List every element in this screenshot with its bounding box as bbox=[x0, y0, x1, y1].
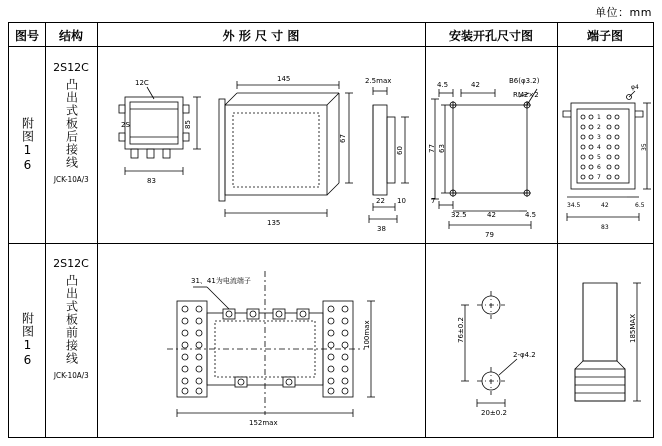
row-2-id-label: 附图16 bbox=[20, 312, 35, 368]
svg-text:B6(φ3.2): B6(φ3.2) bbox=[509, 77, 540, 85]
svg-text:2S: 2S bbox=[121, 121, 130, 129]
svg-text:20±0.2: 20±0.2 bbox=[481, 409, 507, 417]
svg-text:2-φ4.2: 2-φ4.2 bbox=[513, 351, 536, 359]
row-1-id-label: 附图16 bbox=[20, 117, 35, 173]
row-1-outline-drawing bbox=[97, 47, 425, 243]
svg-text:67: 67 bbox=[339, 134, 347, 143]
svg-text:5: 5 bbox=[597, 154, 601, 161]
row-2-outline-drawing bbox=[97, 243, 425, 437]
svg-text:12C: 12C bbox=[135, 79, 149, 87]
svg-text:32.5: 32.5 bbox=[451, 211, 467, 219]
svg-text:79: 79 bbox=[485, 231, 494, 239]
svg-text:152max: 152max bbox=[249, 419, 278, 427]
row-1-structure bbox=[45, 47, 97, 243]
row-1-structure-label: 凸出式板后接线 bbox=[64, 78, 79, 169]
row-2-structure-label: 凸出式板前接线 bbox=[64, 274, 79, 365]
svg-text:3: 3 bbox=[597, 134, 601, 141]
svg-text:42: 42 bbox=[487, 211, 496, 219]
svg-text:10: 10 bbox=[397, 197, 406, 205]
header-cell-cutout: 安装开孔尺寸图 bbox=[448, 28, 533, 43]
row-1-id bbox=[9, 47, 45, 243]
svg-text:100max: 100max bbox=[363, 320, 371, 349]
header-cell-id: 图号 bbox=[14, 28, 39, 43]
svg-text:77: 77 bbox=[428, 144, 436, 153]
svg-text:63: 63 bbox=[438, 144, 446, 153]
svg-text:34.5: 34.5 bbox=[567, 202, 581, 209]
svg-text:85: 85 bbox=[184, 120, 192, 129]
row-2-code: JCK-10A/3 bbox=[53, 371, 89, 380]
svg-text:42: 42 bbox=[471, 81, 480, 89]
svg-text:6: 6 bbox=[597, 164, 601, 171]
svg-text:7: 7 bbox=[597, 174, 601, 181]
row-1-terminal-drawing bbox=[557, 47, 653, 243]
row-1-cutout-drawing bbox=[425, 47, 557, 243]
svg-text:6.5: 6.5 bbox=[635, 202, 645, 209]
row-2-model: 2S12C bbox=[53, 257, 89, 270]
svg-text:2.5max: 2.5max bbox=[365, 77, 392, 85]
svg-text:38: 38 bbox=[377, 225, 386, 233]
row-2-cutout-drawing bbox=[425, 243, 557, 437]
svg-text:4: 4 bbox=[597, 144, 601, 151]
svg-text:76±0.2: 76±0.2 bbox=[457, 317, 465, 343]
svg-text:31、41为电流端子: 31、41为电流端子 bbox=[191, 277, 251, 285]
header-cell-terminal: 端子图 bbox=[586, 28, 623, 43]
row-2-id bbox=[9, 243, 45, 437]
row-1-model: 2S12C bbox=[53, 61, 89, 74]
svg-text:4.5: 4.5 bbox=[437, 81, 449, 89]
spec-table bbox=[8, 22, 654, 438]
row-2-terminal-drawing bbox=[557, 243, 653, 437]
svg-text:4.5: 4.5 bbox=[525, 211, 537, 219]
row-2-structure bbox=[45, 243, 97, 437]
svg-text:83: 83 bbox=[601, 224, 609, 231]
unit-label: 单位：mm bbox=[595, 6, 652, 19]
svg-text:42: 42 bbox=[601, 202, 609, 209]
svg-text:145: 145 bbox=[277, 75, 291, 83]
svg-text:RM2×2: RM2×2 bbox=[513, 91, 539, 99]
svg-text:35: 35 bbox=[641, 143, 648, 151]
svg-text:22: 22 bbox=[376, 197, 385, 205]
svg-text:1: 1 bbox=[597, 114, 601, 121]
svg-text:60: 60 bbox=[396, 146, 404, 155]
svg-text:83: 83 bbox=[147, 177, 156, 185]
svg-text:7: 7 bbox=[431, 197, 436, 205]
header-cell-structure: 结构 bbox=[58, 28, 83, 43]
header-cell-outline: 外 形 尺 寸 图 bbox=[222, 28, 300, 43]
svg-text:135: 135 bbox=[267, 219, 281, 227]
svg-text:φ4: φ4 bbox=[631, 84, 639, 91]
svg-text:2: 2 bbox=[597, 124, 601, 131]
row-1-code: JCK-10A/3 bbox=[53, 175, 89, 184]
svg-text:185MAX: 185MAX bbox=[629, 314, 637, 343]
